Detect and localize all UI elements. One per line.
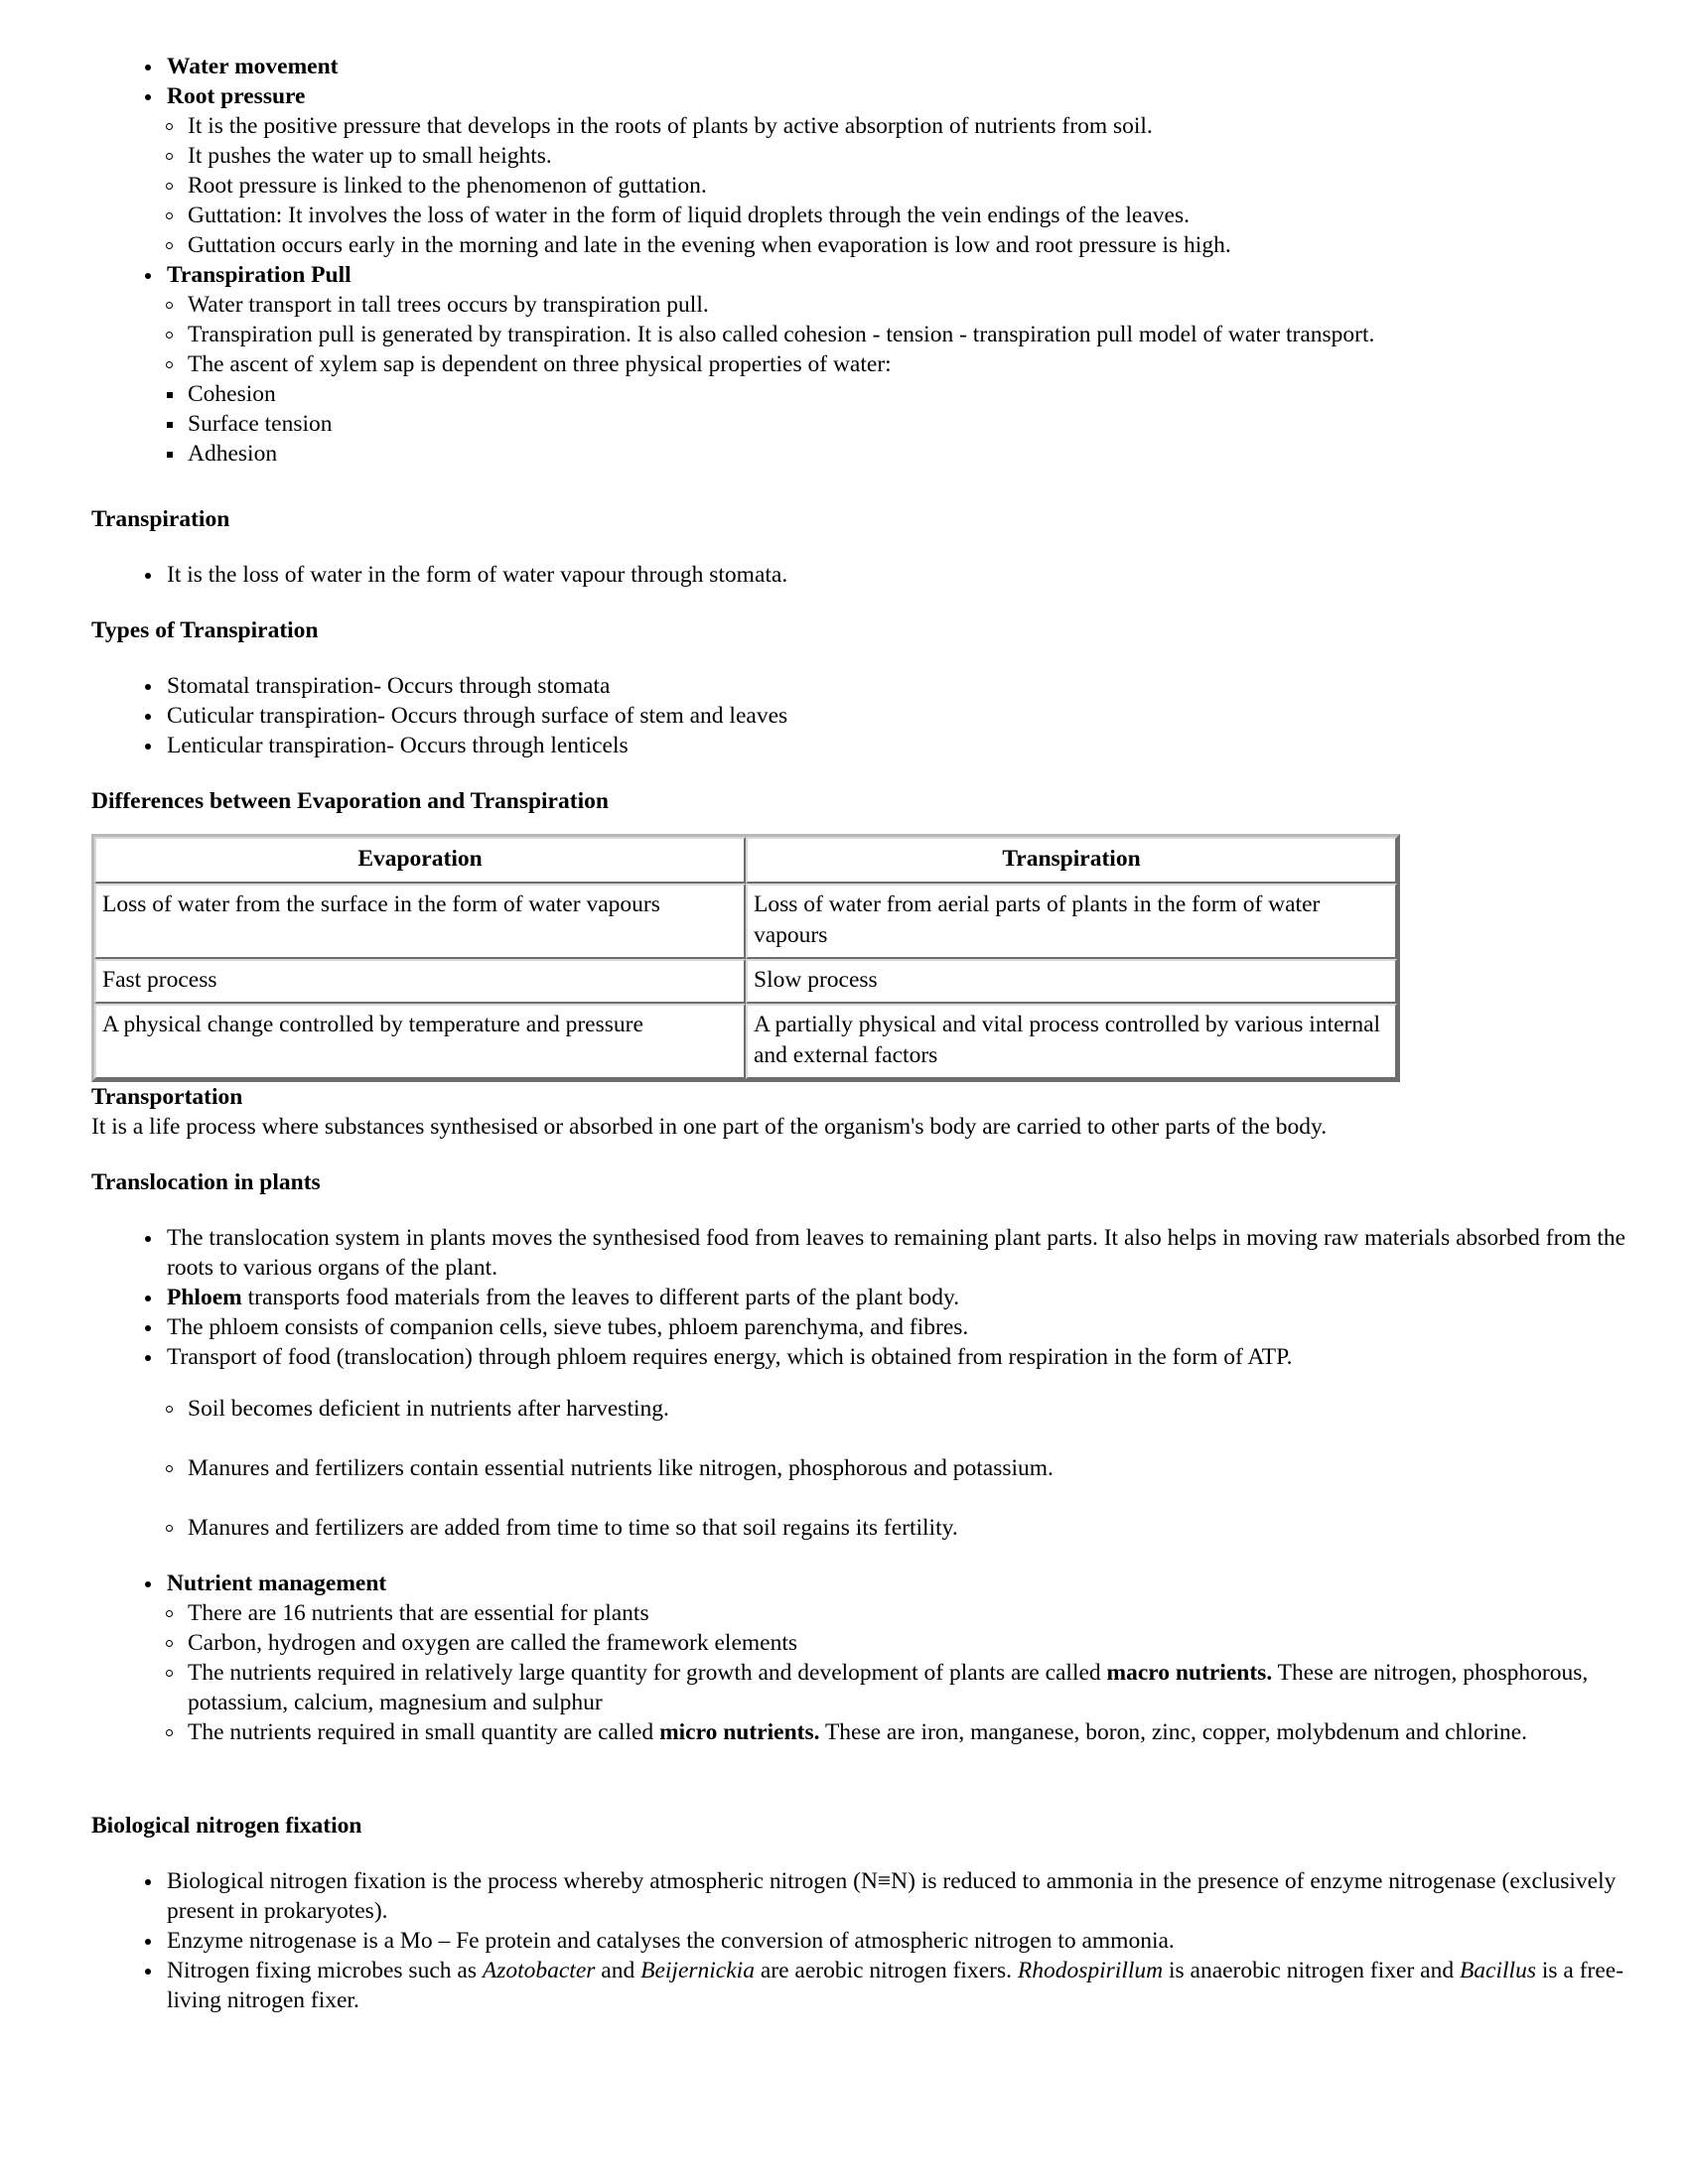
nutrient-management-label: Nutrient management <box>167 1570 387 1596</box>
list-item-text: is anaerobic nitrogen fixer and <box>1163 1958 1460 1983</box>
list-item <box>137 1283 1628 1312</box>
species-name-bacillus: Bacillus <box>1459 1958 1536 1983</box>
species-name-azotobacter: Azotobacter <box>482 1958 596 1983</box>
list-item-text-cont: These are iron, manganese, boron, zinc, copper, molybdenum and chlorine. <box>819 1719 1528 1745</box>
list-item-text: Nitrogen fixing microbes such as <box>167 1958 483 1983</box>
list-item: Cohesion <box>158 379 1628 409</box>
list-item-emphasis: micro nutrients. <box>659 1719 820 1745</box>
spacer <box>91 1197 1628 1223</box>
table-cell: Fast process <box>94 959 746 1004</box>
list-item-text: is a free-living nitrogen fixer. <box>167 1958 1624 2013</box>
list-item <box>158 1598 1628 1628</box>
root-pressure-label: Root pressure <box>167 83 306 109</box>
list-item-text: transports food materials from the leaves to different parts of the plant body. <box>241 1285 960 1310</box>
table-body <box>94 884 1397 1079</box>
table-row <box>94 884 1397 959</box>
differences-heading: Differences between Evaporation and Transpiration <box>91 788 609 814</box>
list-item-emphasis: Phloem <box>167 1285 242 1310</box>
list-item-text: The phloem consists of companion cells, sieve tubes, phloem parenchyma, and fibres. <box>167 1314 969 1340</box>
transportation-heading: Transportation <box>91 1084 243 1110</box>
list-item-transpiration-pull <box>137 260 1628 290</box>
types-of-transpiration-heading: Types of Transpiration <box>91 617 319 643</box>
nutrient-management-list <box>91 1569 1628 1598</box>
soil-nutrient-points <box>91 1394 1628 1543</box>
nitrogen-fixation-heading: Biological nitrogen fixation <box>91 1813 362 1839</box>
column-header-transpiration: Transpiration <box>746 837 1397 884</box>
list-item: Water transport in tall trees occurs by transpiration pull. <box>158 290 1628 320</box>
translocation-points <box>91 1223 1628 1372</box>
spacer <box>91 1747 1628 1811</box>
list-item: Guttation occurs early in the morning and late in the evening when evaporation is low and root pressure is high. <box>158 230 1628 260</box>
list-item: It is the loss of water in the form of water vapour through stomata. <box>137 560 1628 590</box>
list-item: Enzyme nitrogenase is a Mo – Fe protein and catalyses the conversion of atmospheric nitrogen to ammonia. <box>137 1926 1628 1956</box>
list-item <box>137 1956 1628 2015</box>
list-item-text: The translocation system in plants moves the synthesised food from leaves to remaining plant parts. It also helps in moving raw materials absorbed from the roots to various organs of the plant. <box>167 1225 1626 1281</box>
water-movement-label: Water movement <box>167 54 339 79</box>
list-item: Root pressure is linked to the phenomenon of guttation. <box>158 171 1628 201</box>
list-item <box>158 1717 1628 1747</box>
list-item-text: Transport of food (translocation) through phloem requires energy, which is obtained from respiration in the form of ATP. <box>167 1344 1293 1370</box>
list-item-text: The nutrients required in small quantity are called <box>188 1719 660 1745</box>
transpiration-pull-label: Transpiration Pull <box>167 262 352 288</box>
list-item <box>137 1223 1628 1283</box>
table-row <box>94 959 1397 1004</box>
list-item: The ascent of xylem sap is dependent on three physical properties of water: <box>158 349 1628 379</box>
spacer <box>91 1543 1628 1569</box>
spacer <box>91 645 1628 671</box>
list-item: Soil becomes deficient in nutrients after harvesting. <box>158 1394 1628 1424</box>
list-item: Transpiration pull is generated by transpiration. It is also called cohesion - tension - transpiration pull model of water transport. <box>158 320 1628 349</box>
list-item: Adhesion <box>158 439 1628 469</box>
list-item-emphasis: macro nutrients. <box>1106 1660 1273 1686</box>
transpiration-points <box>91 560 1628 590</box>
list-item: Manures and fertilizers contain essential nutrients like nitrogen, phosphorous and potassium. <box>158 1453 1628 1483</box>
transpiration-heading: Transpiration <box>91 506 230 532</box>
list-item <box>137 1342 1628 1372</box>
table-head <box>94 837 1397 884</box>
list-item: Cuticular transpiration- Occurs through surface of stem and leaves <box>137 701 1628 731</box>
list-item-text: are aerobic nitrogen fixers. <box>754 1958 1018 1983</box>
transpiration-pull-points <box>91 290 1628 379</box>
list-item: Lenticular transpiration- Occurs through lenticels <box>137 731 1628 760</box>
nitrogen-fixation-points <box>91 1866 1628 2015</box>
transportation-body: It is a life process where substances synthesised or absorbed in one part of the organism's body are carried to other parts of the body. <box>91 1114 1328 1140</box>
list-item: Guttation: It involves the loss of water in the form of liquid droplets through the vein endings of the leaves. <box>158 201 1628 230</box>
table-cell: A physical change controlled by temperature and pressure <box>94 1004 746 1079</box>
evaporation-transpiration-table <box>91 834 1400 1082</box>
transpiration-pull-list <box>91 260 1628 290</box>
table-cell: Loss of water from the surface in the form of water vapours <box>94 884 746 959</box>
column-header-evaporation: Evaporation <box>94 837 746 884</box>
water-movement-list <box>91 52 1628 111</box>
list-item: Surface tension <box>158 409 1628 439</box>
list-item: Biological nitrogen fixation is the process whereby atmospheric nitrogen (N≡N) is reduced to ammonia in the presence of enzyme nitrogenase (exclusively present in prokaryotes). <box>137 1866 1628 1926</box>
list-item-text: and <box>595 1958 641 1983</box>
list-item-nutrient-management <box>137 1569 1628 1598</box>
list-item-text: The nutrients required in relatively large quantity for growth and development of plants are called <box>188 1660 1107 1686</box>
list-item-text: There are 16 nutrients that are essential for plants <box>188 1600 649 1626</box>
spacer <box>91 760 1628 786</box>
nutrient-management-points <box>91 1598 1628 1747</box>
list-item <box>137 1312 1628 1342</box>
root-pressure-points <box>91 111 1628 260</box>
species-name-beijernickia: Beijernickia <box>640 1958 755 1983</box>
list-item: It is the positive pressure that develops in the roots of plants by active absorption of nutrients from soil. <box>158 111 1628 141</box>
table-cell: Loss of water from aerial parts of plants in the form of water vapours <box>746 884 1397 959</box>
spacer <box>91 1841 1628 1866</box>
water-properties-list <box>91 379 1628 469</box>
list-item-text-cont: These are nitrogen, phosphorous, potassium, calcium, magnesium and sulphur <box>188 1660 1589 1715</box>
spacer <box>91 469 1628 504</box>
spacer <box>91 1142 1628 1167</box>
translocation-heading: Translocation in plants <box>91 1169 321 1195</box>
spacer <box>91 590 1628 615</box>
table-row <box>94 1004 1397 1079</box>
table-cell: A partially physical and vital process controlled by various internal and external factors <box>746 1004 1397 1079</box>
spacer <box>91 534 1628 560</box>
list-item: Stomatal transpiration- Occurs through stomata <box>137 671 1628 701</box>
list-item <box>158 1628 1628 1658</box>
list-item: Manures and fertilizers are added from time to time so that soil regains its fertility. <box>158 1513 1628 1543</box>
table-header-row <box>94 837 1397 884</box>
species-name-rhodospirillum: Rhodospirillum <box>1017 1958 1164 1983</box>
list-item-water-movement <box>137 52 1628 81</box>
table-cell: Slow process <box>746 959 1397 1004</box>
types-of-transpiration-points <box>91 671 1628 760</box>
list-item <box>158 1658 1628 1717</box>
list-item-root-pressure <box>137 81 1628 111</box>
list-item: It pushes the water up to small heights. <box>158 141 1628 171</box>
list-item-text: Carbon, hydrogen and oxygen are called the framework elements <box>188 1630 798 1656</box>
